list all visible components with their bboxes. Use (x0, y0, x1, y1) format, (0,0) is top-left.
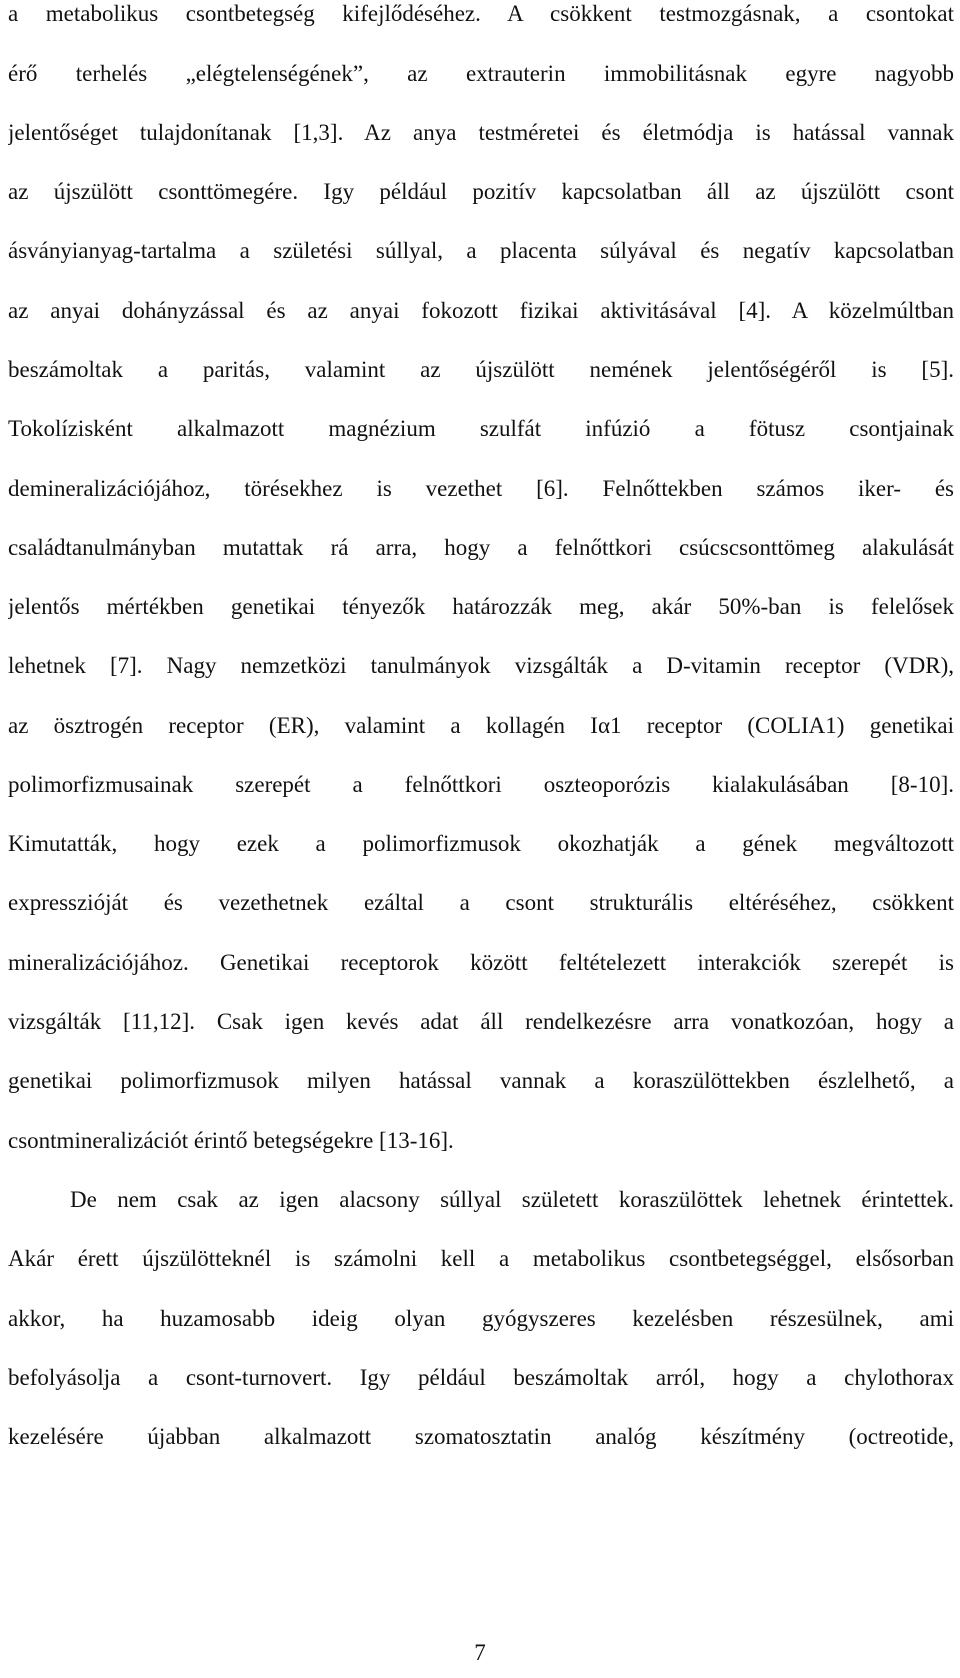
text-line: lehetnek [7]. Nagy nemzetközi tanulmányok vizsgálták a D-vitamin receptor (VDR), (8, 653, 954, 678)
text-line: vizsgálták [11,12]. Csak igen kevés adat áll rendelkezésre arra vonatkozóan, hogy a (8, 1009, 954, 1034)
text-line: beszámoltak a paritás, valamint az újszülött nemének jelentőségéről is [5]. (8, 357, 954, 382)
text-line: mineralizációjához. Genetikai receptorok között feltételezett interakciók szerepét is (8, 950, 954, 975)
text-line: jelentőséget tulajdonítanak [1,3]. Az anya testméretei és életmódja is hatással vannak (8, 120, 954, 145)
text-line: polimorfizmusainak szerepét a felnőttkori oszteoporózis kialakulásában [8-10]. (8, 772, 954, 797)
text-line: érő terhelés „elégtelenségének”, az extrauterin immobilitásnak egyre nagyobb (8, 61, 954, 86)
text-line: akkor, ha huzamosabb ideig olyan gyógyszeres kezelésben részesülnek, ami (8, 1306, 954, 1331)
text-line: az újszülött csonttömegére. Igy például pozitív kapcsolatban áll az újszülött csont (8, 179, 954, 204)
text-line: Akár érett újszülötteknél is számolni kell a metabolikus csontbetegséggel, elsősorban (8, 1246, 954, 1271)
text-line: az ösztrogén receptor (ER), valamint a kollagén Iα1 receptor (COLIA1) genetikai (8, 713, 954, 738)
text-line: De nem csak az igen alacsony súllyal született koraszülöttek lehetnek érintettek. (70, 1187, 954, 1212)
text-line: befolyásolja a csont-turnovert. Igy például beszámoltak arról, hogy a chylothorax (8, 1365, 954, 1390)
text-line: demineralizációjához, törésekhez is vezethet [6]. Felnőttekben számos iker- és (8, 476, 954, 501)
text-line: családtanulmányban mutattak rá arra, hogy a felnőttkori csúcscsonttömeg alakulását (8, 535, 954, 560)
text-line: Tokolízisként alkalmazott magnézium szulfát infúzió a fötusz csontjainak (8, 416, 954, 441)
text-line: a metabolikus csontbetegség kifejlődéséhez. A csökkent testmozgásnak, a csontokat (8, 1, 954, 26)
text-line: jelentős mértékben genetikai tényezők határozzák meg, akár 50%-ban is felelősek (8, 594, 954, 619)
text-line: az anyai dohányzással és az anyai fokozott fizikai aktivitásával [4]. A közelmúltban (8, 298, 954, 323)
text-line: kezelésére újabban alkalmazott szomatosztatin analóg készítmény (octreotide, (8, 1424, 954, 1449)
page-number: 7 (474, 1640, 486, 1665)
text-line: ásványianyag-tartalma a születési súllyal, a placenta súlyával és negatív kapcsolatban (8, 238, 954, 263)
text-line: expresszióját és vezethetnek ezáltal a csont strukturális eltéréséhez, csökkent (8, 890, 954, 915)
text-line: csontmineralizációt érintő betegségekre [13-16]. (8, 1128, 454, 1153)
text-line: Kimutatták, hogy ezek a polimorfizmusok okozhatják a gének megváltozott (8, 831, 954, 856)
text-line: genetikai polimorfizmusok milyen hatással vannak a koraszülöttekben észlelhető, a (8, 1068, 954, 1093)
